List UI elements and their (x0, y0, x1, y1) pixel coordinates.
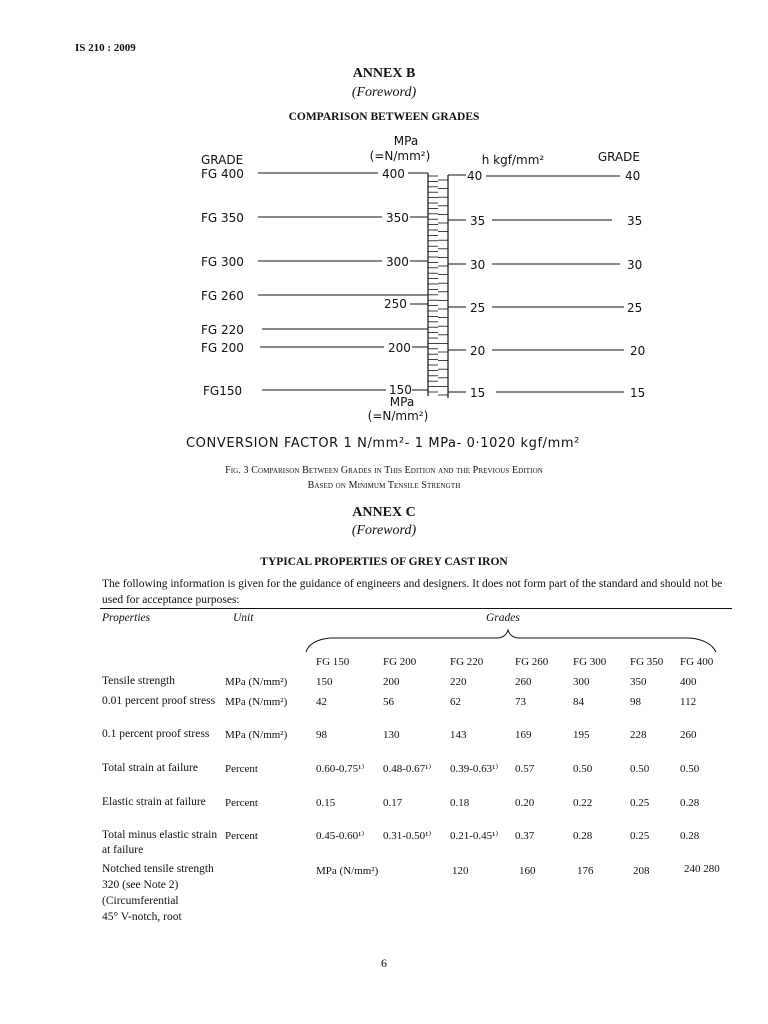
property-value: 130 (383, 729, 400, 741)
property-value: 0.57 (515, 763, 535, 775)
property-unit: Percent (225, 830, 258, 842)
mpa-value-400: 400 (382, 167, 405, 181)
grade-left-header: GRADE (201, 153, 244, 167)
property-unit: MPa (N/mm²) (225, 696, 288, 708)
property-value: 0.22 (573, 797, 593, 809)
right-grade-30: 30 (627, 258, 643, 272)
intro-paragraph: The following information is given for the guidance of engineers and designers. It does not form part of the standard and should not be used for acceptance purposes: (102, 578, 723, 606)
conversion-factor: CONVERSION FACTOR 1 N/mm²- 1 MPa- 0·1020 kgf/mm² (186, 436, 580, 451)
notched-label-line3: (Circumferential (102, 895, 179, 907)
property-value: 200 (383, 676, 400, 688)
property-value: 42 (316, 696, 327, 708)
annex-c-section-title: TYPICAL PROPERTIES OF GREY CAST IRON (260, 556, 508, 568)
property-value: 0.45-0.60¹⁾ (316, 830, 365, 842)
property-value: 0.28 (573, 830, 593, 842)
property-value: 73 (515, 696, 526, 708)
mpa-value-150: 150 (389, 383, 412, 397)
standard-code: IS 210 : 2009 (75, 42, 136, 54)
property-value: 0.18 (450, 797, 470, 809)
notched-label-line2: 320 (see Note 2) (102, 879, 179, 891)
header-properties: Properties (102, 612, 151, 624)
grade-label-fg220: FG 220 (201, 323, 244, 337)
grade-column-header: FG 220 (450, 656, 484, 668)
annex-c-subtitle: (Foreword) (351, 523, 417, 538)
mpa-bottom-label: MPa (389, 395, 415, 409)
grade-label-fg350: FG 350 (201, 211, 244, 225)
grade-column-header: FG 200 (383, 656, 417, 668)
property-value: 350 (630, 676, 647, 688)
property-unit: Percent (225, 763, 258, 775)
property-value: 150 (316, 676, 333, 688)
property-value: 0.60-0.75¹⁾ (316, 763, 365, 775)
property-value: 0.39-0.63¹⁾ (450, 763, 499, 775)
property-value: 0.25 (630, 797, 650, 809)
property-value: 260 (680, 729, 697, 741)
property-unit: MPa (N/mm²) (225, 729, 288, 741)
grade-column-header: FG 150 (316, 656, 350, 668)
property-value: 260 (515, 676, 532, 688)
property-value: 400 (680, 676, 697, 688)
grade-column-header: FG 350 (630, 656, 664, 668)
grade-label-fg300: FG 300 (201, 255, 244, 269)
property-value: 56 (383, 696, 394, 708)
notched-value: 160 (519, 865, 536, 877)
right-grade-40: 40 (625, 169, 641, 183)
notched-value: 240 280 (684, 863, 720, 875)
notched-label-line4: 45° V-notch, root (102, 911, 182, 923)
property-value: 0.28 (680, 830, 700, 842)
hkgf-value-20: 20 (470, 344, 486, 358)
notched-unit: MPa (N/mm²) (316, 865, 379, 877)
annex-b-title: ANNEX B (352, 66, 416, 81)
figure-caption-line1: Fig. 3 Comparison Between Grades in This Edition and the Previous Edition (225, 465, 543, 476)
property-value: 0.21-0.45¹⁾ (450, 830, 499, 842)
grade-label-fg200: FG 200 (201, 341, 244, 355)
notched-label-line1: Notched tensile strength (102, 863, 214, 875)
hkgf-value-25: 25 (470, 301, 486, 315)
right-grade-25: 25 (627, 301, 643, 315)
hkgf-value-30: 30 (470, 258, 486, 272)
property-value: 0.50 (680, 763, 700, 775)
grade-column-header: FG 300 (573, 656, 607, 668)
property-value: 84 (573, 696, 584, 708)
property-value: 98 (316, 729, 327, 741)
mpa-value-200: 200 (388, 341, 411, 355)
property-value: 98 (630, 696, 641, 708)
property-value: 0.50 (573, 763, 593, 775)
header-unit: Unit (233, 612, 254, 624)
annex-c-title: ANNEX C (352, 505, 416, 520)
property-value: 0.31-0.50¹⁾ (383, 830, 432, 842)
property-value: 0.20 (515, 797, 535, 809)
mpa-value-300: 300 (386, 255, 409, 269)
property-value: 0.15 (316, 797, 336, 809)
property-label: Total strain at failure (102, 762, 198, 774)
property-value: 143 (450, 729, 467, 741)
grade-label-fg260: FG 260 (201, 289, 244, 303)
mpa-value-250: 250 (384, 297, 407, 311)
annex-b-subtitle: (Foreword) (351, 85, 417, 100)
property-value: 0.28 (680, 797, 700, 809)
grade-column-header: FG 260 (515, 656, 549, 668)
property-label: 0.01 percent proof stress (102, 695, 216, 707)
notched-value: 120 (452, 865, 469, 877)
mpa-top-unit: (=N/mm²) (369, 149, 431, 163)
property-value: 0.17 (383, 797, 403, 809)
property-value: 0.37 (515, 830, 535, 842)
property-value: 112 (680, 696, 697, 708)
page-number: 6 (381, 956, 387, 970)
property-value: 62 (450, 696, 461, 708)
property-value: 169 (515, 729, 532, 741)
grade-comparison-figure (0, 0, 768, 430)
property-unit: Percent (225, 797, 258, 809)
hkgf-value-35: 35 (470, 214, 486, 228)
property-value: 0.50 (630, 763, 650, 775)
property-value: 228 (630, 729, 647, 741)
hkgf-label: h kgf/mm² (481, 153, 545, 167)
notched-value: 208 (633, 865, 650, 877)
property-value: 0.48-0.67¹⁾ (383, 763, 432, 775)
mpa-top-label: MPa (393, 134, 419, 148)
notched-value: 176 (577, 865, 594, 877)
table-top-rule (100, 608, 732, 609)
property-label: Tensile strength (102, 675, 175, 687)
grade-label-fg150: FG150 (203, 384, 243, 398)
property-label: Elastic strain at failure (102, 796, 206, 808)
grades-brace (300, 628, 724, 654)
grade-column-header: FG 400 (680, 656, 714, 668)
scale-ticks (428, 176, 448, 395)
header-grades: Grades (486, 612, 520, 624)
property-value: 220 (450, 676, 467, 688)
property-label: 0.1 percent proof stress (102, 728, 210, 740)
grade-right-header: GRADE (597, 150, 640, 164)
grade-label-fg400: FG 400 (201, 167, 244, 181)
property-value: 0.25 (630, 830, 650, 842)
hkgf-value-40: 40 (467, 169, 483, 183)
property-value: 195 (573, 729, 590, 741)
property-value: 300 (573, 676, 590, 688)
right-grade-15: 15 (630, 386, 646, 400)
right-grade-35: 35 (627, 214, 643, 228)
hkgf-value-15: 15 (470, 386, 486, 400)
property-unit: MPa (N/mm²) (225, 676, 288, 688)
property-label: Total minus elastic strain at failure (102, 829, 218, 856)
mpa-bottom-unit: (=N/mm²) (367, 409, 429, 423)
annex-b-section-title: COMPARISON BETWEEN GRADES (288, 111, 480, 123)
mpa-value-350: 350 (386, 211, 409, 225)
figure-caption-line2: Based on Minimum Tensile Strength (307, 480, 461, 491)
right-grade-20: 20 (630, 344, 646, 358)
